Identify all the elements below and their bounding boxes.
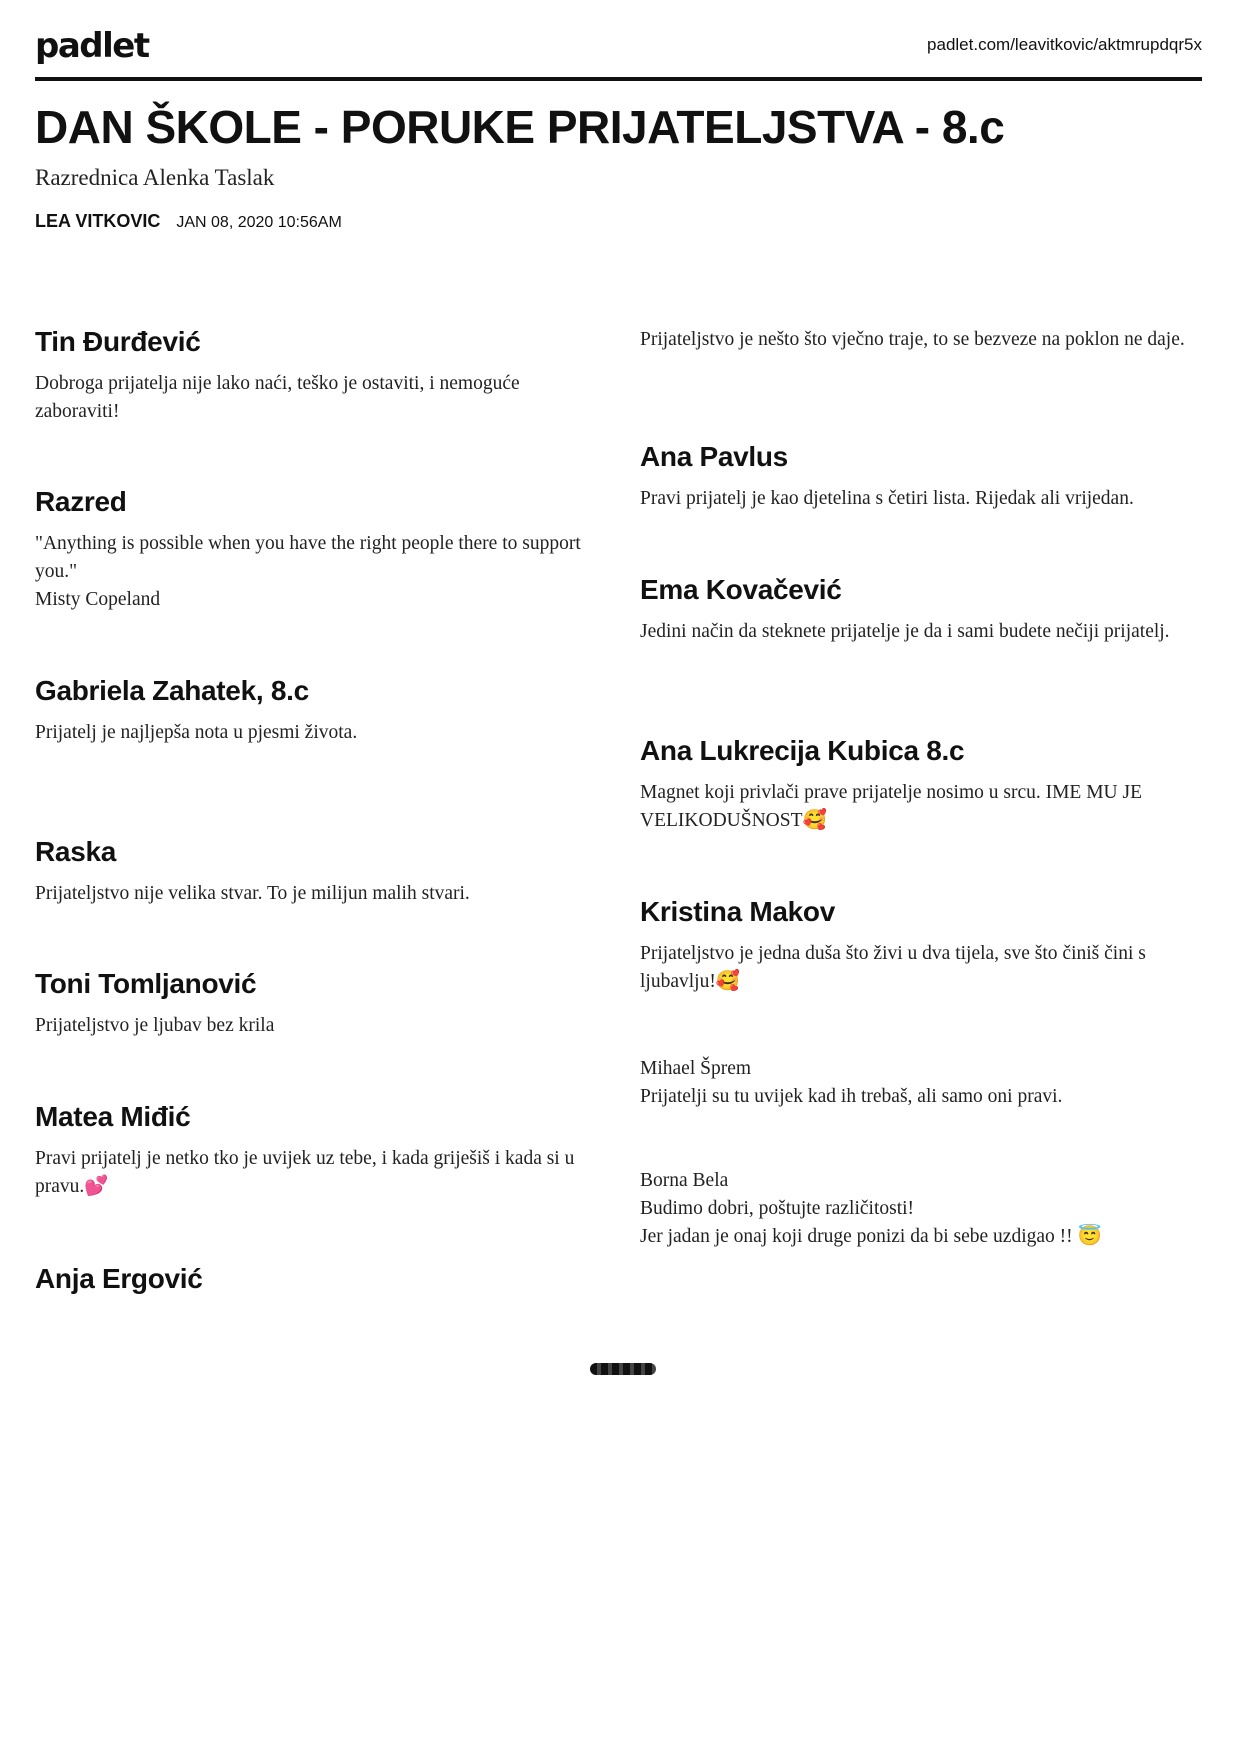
post-card [640,1167,1210,1251]
author-name: LEA VITKOVIC [35,211,161,231]
padlet-export-page [35,0,1202,1754]
padlet-url[interactable]: padlet.com/leavitkovic/aktmrupdqr5x [927,35,1202,54]
post-card [640,573,1210,646]
post-title: Gabriela Zahatek, 8.c [35,675,309,706]
post-body: "Anything is possible when you have the right people there to support you." Misty Copeland [35,533,581,610]
top-bar [35,22,1202,81]
post-body: Mihael Šprem Prijatelji su tu uvijek kad ih trebaš, ali samo oni pravi. [640,1058,1063,1107]
post-card [640,326,1210,354]
post-body: Prijateljstvo je nešto što vječno traje, to se bezveze na poklon ne daje. [640,329,1185,350]
post-body: Prijateljstvo je jedna duša što živi u dva tijela, sve što činiš čini s ljubavlju!🥰 [640,943,1146,992]
post-title: Razred [35,486,127,517]
post-card [640,895,1210,996]
page-title: DAN ŠKOLE - PORUKE PRIJATELJSTVA - 8.c [35,101,1005,153]
post-title: Ana Lukrecija Kubica 8.c [640,735,965,766]
post-body: Prijatelj je najljepša nota u pjesmi života. [35,722,358,743]
post-card [35,835,605,908]
footer-mark-icon [590,1363,656,1375]
post-card [35,325,605,426]
post-card [35,967,605,1040]
post-body: Borna Bela Budimo dobri, poštujte različitosti! Jer jadan je onaj koji druge ponizi da bi sebe uzdigao !! 😇 [640,1170,1102,1247]
post-title: Raska [35,836,117,867]
post-title: Toni Tomljanović [35,968,257,999]
post-card [35,1262,605,1296]
page-subtitle: Razrednica Alenka Taslak [35,165,275,190]
post-title: Ana Pavlus [640,441,788,472]
post-body: Prijateljstvo je ljubav bez krila [35,1015,275,1036]
post-card [640,1055,1210,1111]
post-card [35,1100,605,1201]
post-body: Pravi prijatelj je kao djetelina s četiri lista. Rijedak ali vrijedan. [640,488,1134,509]
post-title: Matea Miđić [35,1101,191,1132]
post-title: Anja Ergović [35,1263,203,1294]
post-body: Prijateljstvo nije velika stvar. To je milijun malih stvari. [35,883,470,904]
publish-date: JAN 08, 2020 10:56AM [176,214,342,231]
post-title: Kristina Makov [640,896,835,927]
post-title: Tin Đurđević [35,326,201,357]
post-meta [35,211,342,232]
post-body: Magnet koji privlači prave prijatelje nosimo u srcu. IME MU JE VELIKODUŠNOST🥰 [640,782,1143,831]
post-title: Ema Kovačević [640,574,842,605]
padlet-logo[interactable]: padlet [35,26,149,66]
post-card [35,674,605,747]
post-body: Dobroga prijatelja nije lako naći, teško je ostaviti, i nemoguće zaboraviti! [35,373,520,422]
post-card [640,734,1210,835]
post-card [640,440,1210,513]
post-body: Pravi prijatelj je netko tko je uvijek uz tebe, i kada griješiš i kada si u pravu.💕 [35,1148,575,1197]
post-card [35,485,605,614]
post-body: Jedini način da steknete prijatelje je da i sami budete nečiji prijatelj. [640,621,1170,642]
